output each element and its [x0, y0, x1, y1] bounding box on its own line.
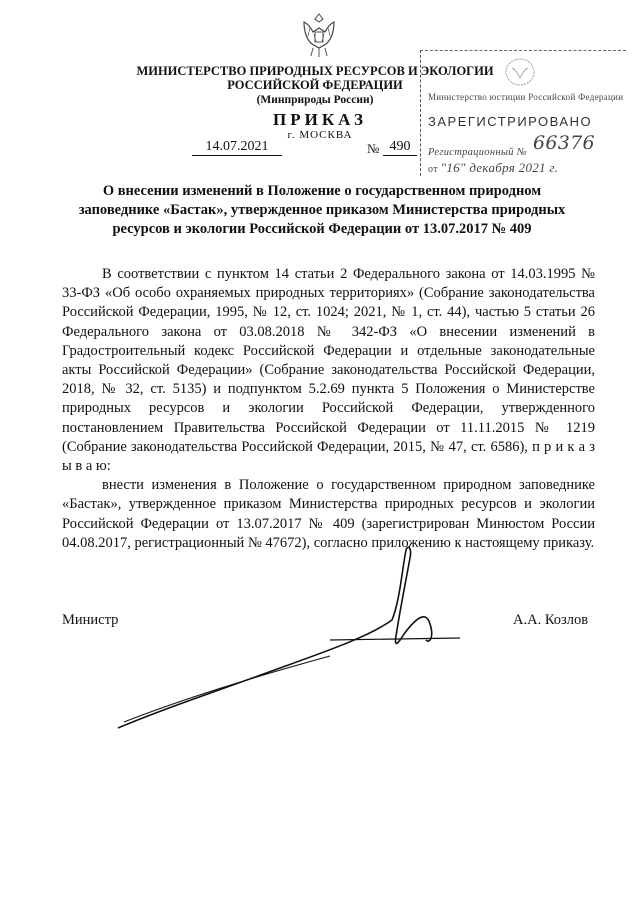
document-date: 14.07.2021 [192, 139, 282, 156]
document-city: г. МОСКВА [287, 129, 353, 141]
stamp-reg-label: Регистрационный № [428, 147, 527, 158]
signatory-name: А.А. Козлов [513, 612, 589, 628]
ministry-name-line2: РОССИЙСКОЙ ФЕДЕРАЦИИ [227, 78, 403, 92]
stamp-registered: ЗАРЕГИСТРИРОВАНО [428, 114, 593, 129]
document-type: ПРИКАЗ [273, 110, 367, 129]
coat-of-arms-emblem [296, 10, 342, 60]
handwritten-signature [100, 540, 520, 740]
stamp-ministry-justice: Министерство юстиции Российской Федерации [428, 92, 624, 102]
stamp-emblem-icon [500, 56, 540, 88]
body-paragraph-2: внести изменения в Положение о государственном природном заповеднике «Бастак», утвержденное приказом Министерства природных ресурсов и экологии Российской Федерации от 13.07.2017 № 409 (зарегистрирован Минюстом России 04.08.2017, регистрационный № 47672), согласно приложению к настоящему приказу. [62, 477, 595, 551]
document-title: О внесении изменений в Положение о государственном природном заповеднике «Бастак», утвержденное приказом Министерства природных ресурсов и экологии Российской Федерации от 13.07.2017 № 409 [78, 183, 566, 237]
document-number-label: № [367, 141, 380, 156]
stamp-reg-number-row [428, 132, 595, 160]
ministry-short-name: (Минприроды России) [256, 94, 374, 106]
registration-stamp [420, 50, 630, 178]
stamp-reg-number: 66376 [532, 132, 595, 154]
document-number: 490 [383, 139, 417, 156]
ministry-name-line1: МИНИСТЕРСТВО ПРИРОДНЫХ РЕСУРСОВ И ЭКОЛОГИИ [136, 64, 494, 78]
stamp-date-prefix: от [428, 164, 438, 175]
stamp-date-value: "16" декабря 2021 г. [440, 160, 559, 175]
stamp-date-row [428, 160, 558, 176]
body-paragraph-1: В соответствии с пунктом 14 статьи 2 Федерального закона от 14.03.1995 № 33-ФЗ «Об особо охраняемых природных территориях» (Собрание законодательства Российской Федерации, 1995, № 12, ст. 1024; 2021, № 1, ст. 44), частью 5 статьи 26 Федерального закона от 03.08.2018 № 342-ФЗ «О внесении изменений в Градостроительный кодекс Российской Федерации и отдельные законодательные акты Российской Федерации» (Собрание законодательства Российской Федерации, 2018, № 32, ст. 5135) и подпунктом 5.2.69 пункта 5 Положения о Министерстве природных ресурсов и экологии Российской Федерации, утвержденного постановлением Правительства Российской Федерации от 11.11.2015 № 1219 (Собрание законодательства Российской Федерации, 2015, № 47, ст. 6586), п р и к а з ы в а ю: [62, 266, 595, 475]
signatory-position: Министр [62, 612, 119, 628]
document-body [62, 265, 595, 553]
